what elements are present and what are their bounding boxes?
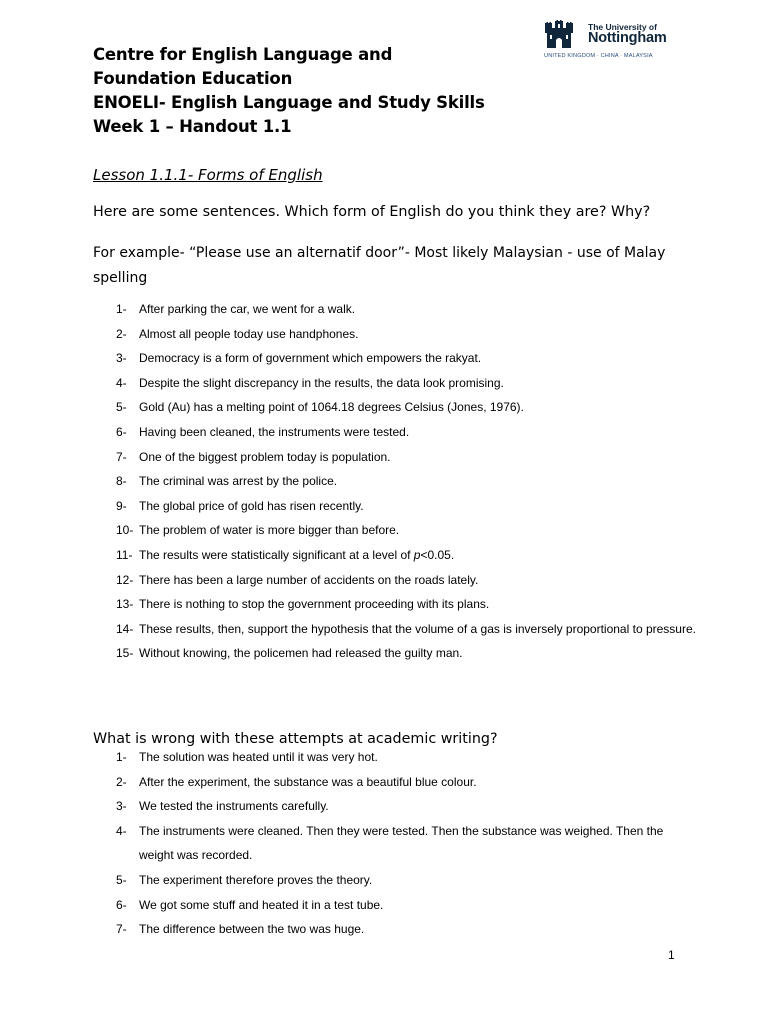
item-number: 13-	[116, 597, 134, 612]
list-item	[116, 322, 696, 347]
list-item	[116, 543, 696, 568]
item-number: 5-	[116, 872, 127, 887]
item-text: One of the biggest problem today is population.	[139, 449, 391, 464]
item-text: Having been cleaned, the instruments were tested.	[139, 424, 410, 439]
lesson-title: Lesson 1.1.1- Forms of English	[93, 166, 323, 184]
item-text: There has been a large number of accidents on the roads lately.	[139, 572, 479, 587]
list-item	[116, 469, 696, 494]
list-item	[116, 518, 696, 543]
item-text: After parking the car, we went for a walk.	[139, 302, 356, 316]
item-text: The instruments were cleaned. Then they were tested. Then the substance was weighed. Then the weight was recorded.	[139, 823, 664, 863]
list-item	[116, 592, 696, 617]
item-text: Almost all people today use handphones.	[139, 326, 359, 341]
list-item	[116, 445, 696, 470]
document-header	[93, 43, 523, 139]
item-text: We tested the instruments carefully.	[139, 799, 329, 814]
item-text: Without knowing, the policemen had released the guilty man.	[139, 646, 463, 661]
list-item	[116, 794, 696, 819]
section-1-example: For example- “Please use an alternatif door”- Most likely Malaysian - use of Malay spelling	[93, 245, 666, 286]
list-item	[116, 395, 696, 420]
item-text: Democracy is a form of government which empowers the rakyat.	[139, 351, 482, 366]
item-number: 15-	[116, 646, 134, 661]
item-text: We got some stuff and heated it in a test tube.	[139, 897, 384, 912]
list-item	[116, 568, 696, 593]
item-number: 3-	[116, 351, 127, 366]
item-number: 1-	[116, 302, 127, 316]
item-number: 4-	[116, 375, 127, 390]
item-number: 2-	[116, 774, 127, 789]
item-text-after: <0.05.	[420, 547, 455, 562]
sentence-list	[116, 297, 696, 666]
item-number: 7-	[116, 449, 127, 464]
list-item	[116, 297, 696, 322]
item-number: 2-	[116, 326, 127, 341]
logo-tagline: UNITED KINGDOM · CHINA · MALAYSIA	[544, 53, 653, 59]
list-item	[116, 617, 696, 642]
item-number: 12-	[116, 572, 134, 587]
item-number: 5-	[116, 400, 127, 415]
header-line: Foundation Education	[93, 69, 293, 88]
writing-attempts-list	[116, 745, 696, 942]
item-number: 11-	[116, 547, 133, 562]
item-text: The criminal was arrest by the police.	[139, 474, 338, 489]
list-item	[116, 346, 696, 371]
item-text-italic: p	[413, 547, 421, 562]
item-number: 7-	[116, 922, 127, 937]
list-item	[116, 868, 696, 893]
item-text: These results, then, support the hypothesis that the volume of a gas is inversely proportional to pressure.	[139, 621, 696, 636]
item-text: Gold (Au) has a melting point of 1064.18 degrees Celsius (Jones, 1976).	[139, 400, 524, 415]
header-line: Week 1 – Handout 1.1	[93, 117, 292, 136]
list-item	[116, 494, 696, 519]
item-text: The solution was heated until it was very hot.	[139, 750, 378, 764]
list-item	[116, 819, 696, 868]
item-number: 14-	[116, 621, 134, 636]
list-item	[116, 770, 696, 795]
item-number: 3-	[116, 799, 127, 814]
page-number: 1	[668, 948, 675, 962]
item-number: 6-	[116, 424, 127, 439]
item-text: The difference between the two was huge.	[139, 922, 365, 937]
list-item	[116, 371, 696, 396]
list-item	[116, 641, 696, 666]
item-text: The experiment therefore proves the theory.	[139, 872, 373, 887]
item-number: 10-	[116, 523, 134, 538]
header-line: Centre for English Language and	[93, 45, 393, 64]
logo-line-2: Nottingham	[588, 30, 667, 46]
item-text: Despite the slight discrepancy in the results, the data look promising.	[139, 375, 504, 390]
item-number: 1-	[116, 750, 127, 764]
list-item	[116, 917, 696, 942]
item-number: 4-	[116, 823, 127, 838]
castle-crest-icon	[544, 20, 574, 50]
item-text-before: The results were statistically significant at a level of	[139, 547, 414, 562]
item-text: The problem of water is more bigger than before.	[139, 523, 400, 538]
item-text: The global price of gold has risen recently.	[139, 498, 364, 513]
university-logo	[544, 20, 689, 62]
list-item	[116, 420, 696, 445]
item-number: 8-	[116, 474, 127, 489]
item-text: There is nothing to stop the government proceeding with its plans.	[139, 597, 490, 612]
item-number: 6-	[116, 897, 127, 912]
item-number: 9-	[116, 498, 127, 513]
section-1-question: Here are some sentences. Which form of English do you think they are? Why?	[93, 204, 651, 220]
header-line: ENOELI- English Language and Study Skills	[93, 93, 485, 112]
list-item	[116, 893, 696, 918]
section-2-question: What is wrong with these attempts at academic writing?	[93, 731, 498, 747]
list-item	[116, 745, 696, 770]
logo-line-1: The University of	[588, 22, 657, 32]
item-text: After the experiment, the substance was a beautiful blue colour.	[139, 774, 477, 789]
